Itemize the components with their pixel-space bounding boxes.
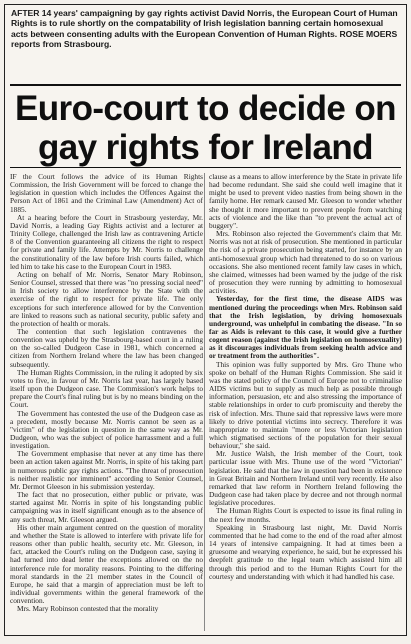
paragraph: The contention that such legislation contravenes the convention was upheld by the Strasbourg-based court in a ruling on the so-called Dudgeon Case in 1981, which concerned a citizen from Northern Ireland where the law has been changed subsequently. xyxy=(10,326,203,369)
paragraph: The Government emphasise that never at any time has there been an action taken against Mr. Norris, in spite of his taking part in numerous public gay rights actions. "The threat of prosecution is neither realistic nor imminent" according to Senior Counsel, Mr. Dermot Gleeson in his submission yesterday. xyxy=(10,449,203,491)
paragraph: Speaking in Strasbourg last night, Mr. David Norris commented that he had come to the end of the road after almost 14 years of intensive campaigning. It had at times been a gruesome and wearying experience, he said, but he expressed his deepfelt gratitude to the legal team which assisted him all through this period and to the Human Rights Court for the courtesy and understanding with which it had handled his case. xyxy=(209,522,402,581)
headline-top-rule xyxy=(10,84,401,86)
paragraph: Mr. Justice Walsh, the Irish member of the Court, took particular issue with Mrs. Thune use of the word "Victorian" legislation. He said that the law in question had been in existence in Great Britain and Northern Ireland until very recently. He also remarked that law reform in Northern Ireland following the Dudgeon case had taken place by decree and not through normal legislative procedures. xyxy=(209,449,402,508)
headline: Euro-court to decide on gay rights for Ireland xyxy=(15,89,396,167)
newspaper-clipping xyxy=(4,4,407,636)
paragraph: Acting on behalf of Mr. Norris, Senator Mary Robinson, Senior Counsel, stressed that there was "no pressing social need" in Irish society to allow interference by the State with the exercise of the right to respect for private life. The only exceptions for such interference allowed for by the Convention are linked to reasons such as national security, public safety and the protection of health or morals. xyxy=(10,269,203,328)
paragraph: IF the Court follows the advice of its Human Rights Commission, the Irish Government will be forced to change the legislation in question which includes the Offences Against the Person Act of 1861 and the Criminal Law (Amendment) Act of 1885. xyxy=(10,173,203,214)
paragraph: clause as a means to allow interference by the State in private life had become redundant. She said she could well imagine that it might be used to prevent video nasties from being shown in the family home. Her remark caused Mr. Gleeson to wonder whether she thought it more important to prevent people from watching acts of violence and the like than "to prevent the actual act of buggery". xyxy=(209,173,402,230)
article-column-left xyxy=(10,173,203,633)
standfirst: AFTER 14 years' campaigning by gay rights activist David Norris, the European Court of Human Rights is to rule shortly on the compatability of Irish legislation banning certain homosexual acts between consenting adults with the European Convention of Human Rights. ROSE MOERS reports from Strasbourg. xyxy=(11,8,398,50)
paragraph: The Human Rights Court is expected to issue its final ruling in the next few months. xyxy=(209,506,402,524)
paragraph: Mrs. Mary Robinson contested that the morality xyxy=(17,604,159,614)
article-column-right xyxy=(209,173,402,633)
paragraph: Mrs. Robinson also rejected the Government's claim that Mr. Norris was not at risk of prosecution. She mentioned in particular the risk of a private prosecution being started, for instance by an anti-homosexual group which had threatened to do so on various occasions. She also mentioned recent family law cases in which, she claimed, witnesses had been warned by the judge of the risk of prosecution they were running by admitting to homosexual activities. xyxy=(209,229,402,296)
paragraph: At a hearing before the Court in Strasbourg yesterday, Mr. David Norris, a leading Gay Rights activist and a lecturer at Trinity College, challenged the Irish law as contravening Article 8 of the Convention guaranteeing all citizens the right to respect for private and family life. Attempts by Mr. Norris to challenge the constitutionality of the law before Irish courts failed, which led him to take his case to the European Court in 1983. xyxy=(10,212,203,271)
paragraph: Yesterday, for the first time, the disease AIDS was mentioned during the proceedings when Mrs. Robinson said that the Irish legislation, by driving homosexuals underground, was unhelpful in combating the disease. "In so far as Aids is relevant to this case, it would give a further cogent reason (against the Irish legislation on homosexuality) as it discourages individuals from seeking health advice and or treatment from the authorities". xyxy=(209,294,402,361)
column-divider xyxy=(204,173,205,631)
headline-bottom-rule xyxy=(10,167,401,168)
paragraph: This opinion was fully supported by Mrs. Gro Thune who spoke on behalf of the Human Rights Commission. She said it was the stated policy of the Council of Europe not to criminalise AIDS victims but to supply as much help as possible through information, persuasion, etc and also stressing the importance of stable relationships in order to curb promiscuity and thereby the risk of infection. Mrs. Thune said that repressive laws were more likely to drive potential victims into secrecy. Therefore it was inappropriate to maintain "more or less Victorian legislation which stigmatised sections of the population for their sexual behaviour," she said. xyxy=(209,359,402,451)
paragraph: The Government has contested the use of the Dudgeon case as a precedent, mostly because Mr. Norris cannot be seen as a "victim" of the legislation in question in the same way as Mr. Dudgeon, who was the subject of police harrassment and a full investigation. xyxy=(10,408,203,451)
paragraph: The fact that no prosecution, either public or private, was started against Mr. Norris in spite of his longstanding public campaigning was in itself significant enough as to the absence of any such threat, Mr. Gleeson argued. xyxy=(10,490,203,524)
paragraph: His other main argument centred on the question of morality and whether the State is allowed to interfere with private life for reasons other than public health, security etc. Mr. Gleeson, in fact, attacked the Court's ruling on the Dudgeon case, saying it had turned into dead letter the exceptions allowed on the no interference rule for morality reasons. Pointing to the differing moral standards in the 21 member states in the Council of Europe, he said that a margin of appreciation must be left to individual governments within the general framework of the convention. xyxy=(10,522,203,606)
paragraph: The Human Rights Commission, in the ruling it adopted by six votes to five, in favour of Mr. Norris last year, has largely based itself upon the Dudgeon case. The Commission's work helps to prepare the Court's final ruling but is by no means binding on the Court. xyxy=(10,367,203,410)
